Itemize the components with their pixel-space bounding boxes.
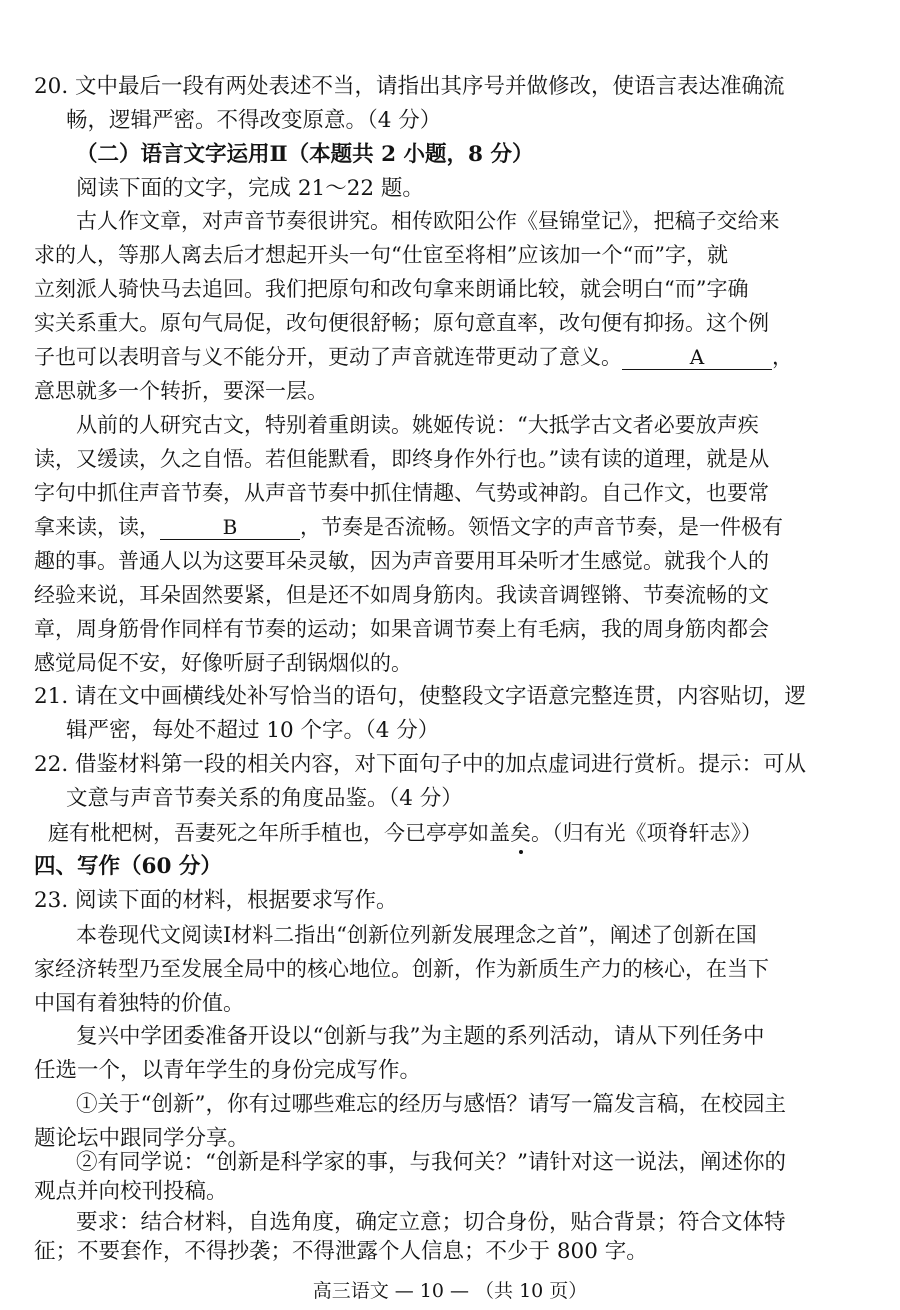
q23-task-2-line-2: 观点并向校刊投稿。 [34, 1179, 228, 1204]
passage-p1-line-1: 古人作文章，对声音节奏很讲究。相传欧阳公作《昼锦堂记》，把稿子交给来 [76, 209, 780, 233]
q22-quote [48, 818, 900, 848]
passage-p2-line-4-end: ，节奏是否流畅。领悟文字的声音节奏，是一件极有 [300, 515, 783, 539]
q21-line-2: 辑严密，每处不超过 10 个字。（4 分） [66, 718, 440, 743]
q23-activity-line-1: 复兴中学团委准备开设以“创新与我”为主题的系列活动，请从下列任务中 [76, 1024, 765, 1049]
passage-p1-line-5-end: ， [772, 345, 793, 369]
q22-quote-source: 。（归有光《项脊轩志》） [531, 821, 762, 845]
q23-requirement-line-2: 征；不要套作，不得抄袭；不得泄露个人信息；不少于 800 字。 [34, 1239, 648, 1264]
passage-p2-line-4-text: 拿来读，读， [34, 515, 160, 539]
passage-p1-line-6: 意思就多一个转折，要深一层。 [34, 379, 328, 403]
q23-task-1-line-1: ①关于“创新”，你有过哪些难忘的经历与感悟？请写一篇发言稿，在校园主 [76, 1092, 786, 1117]
passage-p2-line-2: 读，又缓读，久之自悟。若但能默看，即终身作外行也。”读有读的道理，就是从 [34, 447, 770, 471]
q20-line-1: 20. 文中最后一段有两处表述不当，请指出其序号并做修改，使语言表达准确流 [34, 74, 785, 99]
q23-task-2-line-1: ②有同学说：“创新是科学家的事，与我何关？”请针对这一说法，阐述你的 [76, 1150, 786, 1175]
passage-p1-line-2: 求的人，等那人离去后才想起开头一句“仕宦至将相”应该加一个“而”字，就 [34, 243, 728, 267]
q23-task-1-line-2: 题论坛中跟同学分享。 [34, 1126, 250, 1151]
q20-line-2: 畅，逻辑严密。不得改变原意。（4 分） [66, 108, 442, 133]
q23-requirement-line-1: 要求：结合材料，自选角度，确定立意；切合身份，贴合背景；符合文体特 [76, 1210, 786, 1235]
passage-p1-line-3: 立刻派人骑快马去追回。我们把原句和改句拿来朗诵比较，就会明白“而”字确 [34, 277, 749, 301]
q23-material-line-1: 本卷现代文阅读Ⅰ材料二指出“创新位列新发展理念之首”，阐述了创新在国 [76, 923, 757, 947]
q23-activity-line-2: 任选一个，以青年学生的身份完成写作。 [34, 1058, 422, 1083]
q22-line-1: 22. 借鉴材料第一段的相关内容，对下面句子中的加点虚词进行赏析。提示：可从 [34, 752, 807, 777]
passage-p2-line-6: 经验来说，耳朵固然要紧，但是还不如周身筋肉。我读音调铿锵、节奏流畅的文 [34, 583, 769, 607]
q23-material-line-2: 家经济转型乃至发展全局中的核心地位。创新，作为新质生产力的核心，在当下 [34, 957, 769, 981]
q21-line-1: 21. 请在文中画横线处补写恰当的语句，使整段文字语意完整连贯，内容贴切，逻 [34, 684, 807, 709]
passage-p2-line-4 [34, 512, 900, 542]
blank-a: A [622, 345, 772, 370]
passage-p1-line-4: 实关系重大。原句气局促，改句便很舒畅；原句意直率，改句便有抑扬。这个例 [34, 311, 769, 335]
passage-p2-line-1: 从前的人研究古文，特别着重朗读。姚姬传说：“大抵学古文者必要放声疾 [76, 413, 759, 437]
passage-p2-line-5: 趣的事。普通人以为这要耳朵灵敏，因为声音要用耳朵听才生感觉。就我个人的 [34, 549, 769, 573]
passage-p2-line-3: 字句中抓住声音节奏，从声音节奏中抓住情趣、气势或神韵。自己作文，也要常 [34, 481, 769, 505]
passage-p2-line-7: 章，周身筋骨作同样有节奏的运动；如果音调节奏上有毛病，我的周身筋肉都会 [34, 617, 769, 641]
page-footer: 高三语文 — 10 — （共 10 页） [312, 1280, 588, 1302]
q22-dotted-word: 矣 [510, 818, 531, 848]
passage-p1-line-5-text: 子也可以表明音与义不能分开，更动了声音就连带更动了意义。 [34, 345, 622, 369]
section-2-intro: 阅读下面的文字，完成 21～22 题。 [76, 176, 424, 201]
q22-line-2: 文意与声音节奏关系的角度品鉴。（4 分） [66, 786, 463, 811]
passage-p1-line-5 [34, 342, 900, 372]
section-2-heading: （二）语言文字运用Ⅱ（本题共 2 小题，8 分） [76, 142, 534, 167]
q22-quote-text: 庭有枇杷树，吾妻死之年所手植也，今已亭亭如盖 [48, 821, 510, 845]
q23-line-1: 23. 阅读下面的材料，根据要求写作。 [34, 888, 398, 913]
passage-p2-line-8: 感觉局促不安，好像听厨子刮锅烟似的。 [34, 651, 412, 675]
section-4-heading: 四、写作（60 分） [34, 854, 222, 879]
q23-material-line-3: 中国有着独特的价值。 [34, 991, 244, 1015]
blank-b: B [160, 515, 300, 540]
